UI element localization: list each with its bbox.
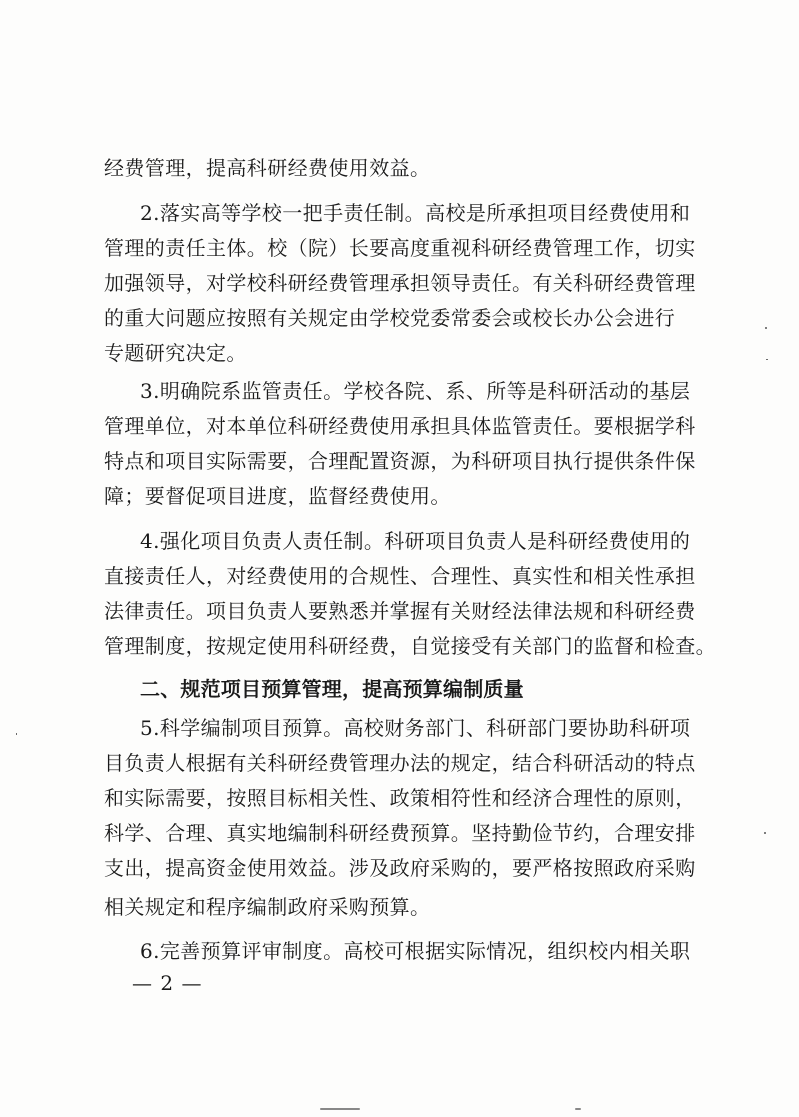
text-line: 支出，提高资金使用效益。涉及政府采购的，要严格按照政府采购 xyxy=(104,856,696,880)
text-line: 的重大问题应按照有关规定由学校党委常委会或校长办公会进行 xyxy=(104,306,676,330)
scan-speck xyxy=(766,359,768,360)
text-line: 6.完善预算评审制度。高校可根据实际情况，组织校内相关职 xyxy=(140,939,691,963)
text-line: 专题研究决定。 xyxy=(104,341,247,365)
scan-speck xyxy=(16,733,17,735)
text-line: 2.落实高等学校一把手责任制。高校是所承担项目经费使用和 xyxy=(140,201,691,225)
text-line: 经费管理，提高科研经费使用效益。 xyxy=(104,156,431,180)
scan-speck xyxy=(765,327,767,329)
scan-speck xyxy=(764,832,766,834)
text-line: 3.明确院系监管责任。学校各院、系、所等是科研活动的基层 xyxy=(140,379,691,403)
page-number: — 2 — xyxy=(132,971,203,995)
text-line: 5.科学编制项目预算。高校财务部门、科研部门要协助科研项 xyxy=(140,716,691,740)
text-line: 直接责任人，对经费使用的合规性、合理性、真实性和相关性承担 xyxy=(104,564,696,588)
text-line: 和实际需要，按照目标相关性、政策相符性和经济合理性的原则， xyxy=(104,786,696,810)
text-line: 管理单位，对本单位科研经费使用承担具体监管责任。要根据学科 xyxy=(104,414,696,438)
text-line: 科学、合理、真实地编制科研经费预算。坚持勤俭节约，合理安排 xyxy=(104,821,696,845)
text-line: 特点和项目实际需要，合理配置资源，为科研项目执行提供条件保 xyxy=(104,449,696,473)
text-line: 加强领导，对学校科研经费管理承担领导责任。有关科研经费管理 xyxy=(104,271,696,295)
scan-speck xyxy=(320,1108,360,1110)
text-line: 目负责人根据有关科研经费管理办法的规定，结合科研活动的特点 xyxy=(104,751,696,775)
section-heading: 二、规范项目预算管理，提高预算编制质量 xyxy=(140,677,524,701)
text-line: 障；要督促项目进度，监督经费使用。 xyxy=(104,484,451,508)
text-line: 4.强化项目负责人责任制。科研项目负责人是科研经费使用的 xyxy=(140,529,691,553)
text-line: 管理制度，按规定使用科研经费，自觉接受有关部门的监督和检查。 xyxy=(104,634,716,658)
text-line: 法律责任。项目负责人要熟悉并掌握有关财经法律法规和科研经费 xyxy=(104,599,696,623)
text-line: 管理的责任主体。校（院）长要高度重视科研经费管理工作，切实 xyxy=(104,236,696,260)
scan-speck xyxy=(575,1108,581,1110)
text-line: 相关规定和程序编制政府采购预算。 xyxy=(104,895,431,919)
